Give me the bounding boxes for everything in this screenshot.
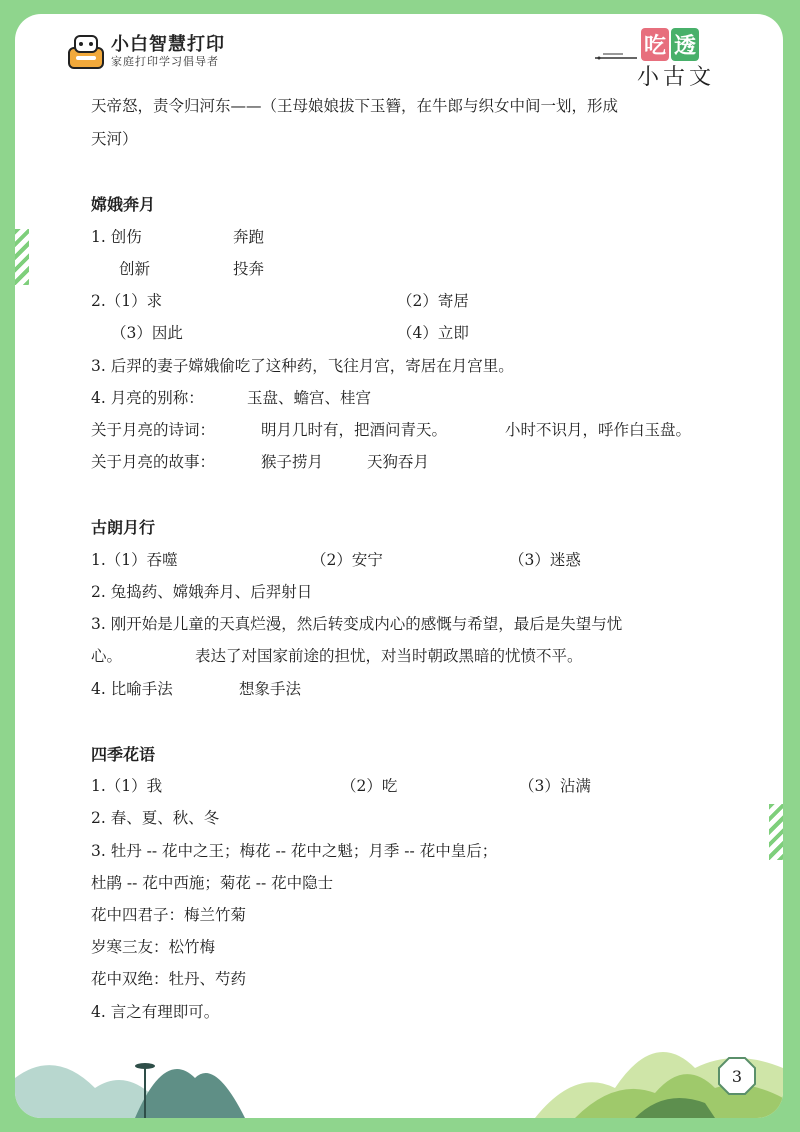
text-line: 杜鹃 -- 花中西施；菊花 -- 花中隐士	[91, 874, 334, 892]
mountain-landscape-illustration	[15, 1008, 783, 1118]
text-line: 奔跑	[233, 228, 265, 246]
text-line: 天帝怒，责令归河东——（王母娘娘拔下玉簪，在牛郎与织女中间一划，形成	[91, 97, 619, 115]
text-line: 4. 言之有理即可。	[91, 1003, 220, 1021]
text-line: （2）寄居	[397, 292, 469, 310]
text-line: 1.（1）吞噬	[91, 551, 178, 569]
text-line: 玉盘、蟾宫、桂宫	[247, 389, 372, 407]
text-line: 4. 月亮的别称：	[91, 389, 204, 407]
text-line: 想象手法	[239, 680, 302, 698]
logo-name: 小白智慧打印	[111, 34, 225, 55]
text-line: 3. 后羿的妻子嫦娥偷吃了这种药，飞往月宫，寄居在月宫里。	[91, 357, 514, 375]
printer-logo-icon	[67, 34, 105, 70]
document-page	[15, 14, 783, 1118]
page-number: 3	[731, 1066, 743, 1086]
text-line: 岁寒三友：松竹梅	[91, 938, 216, 956]
text-line: 1.（1）我	[91, 777, 163, 795]
section-heading: 古朗月行	[91, 518, 156, 537]
logo-tagline: 家庭打印学习倡导者	[111, 55, 219, 68]
decorative-stripes-left	[15, 229, 29, 285]
text-line: 心。	[91, 647, 123, 665]
section-heading: 四季花语	[91, 745, 156, 764]
text-line: 1. 创伤	[91, 228, 142, 246]
text-line: 创新	[119, 260, 151, 278]
brand-char-1: 吃	[641, 28, 669, 61]
decorative-stripes-right	[769, 804, 783, 860]
text-line: 投奔	[233, 260, 265, 278]
text-line: 天河）	[91, 130, 138, 148]
text-line: 关于月亮的故事：	[91, 453, 216, 471]
text-line: 明月几时有，把酒问青天。	[261, 421, 448, 439]
text-line: （2）吃	[341, 777, 398, 795]
text-line: 2. 兔捣药、嫦娥奔月、后羿射日	[91, 583, 313, 601]
text-line: 花中四君子：梅兰竹菊	[91, 906, 247, 924]
text-line: 2.（1）求	[91, 292, 163, 310]
text-line: 花中双绝：牡丹、芍药	[91, 970, 247, 988]
text-line: 猴子捞月	[261, 453, 324, 471]
text-line: 4. 比喻手法	[91, 680, 173, 698]
text-line: （4）立即	[397, 324, 469, 342]
brand-subtitle: 小古文	[637, 65, 716, 90]
series-brand	[593, 28, 733, 90]
text-line: 关于月亮的诗词：	[91, 421, 216, 439]
text-line: （3）因此	[111, 324, 183, 342]
text-line: 2. 春、夏、秋、冬	[91, 809, 220, 827]
section-heading: 嫦娥奔月	[91, 195, 156, 214]
logo	[67, 34, 225, 70]
text-line: （2）安宁	[311, 551, 383, 569]
brand-char-2: 透	[671, 28, 699, 61]
text-line: （3）迷惑	[509, 551, 581, 569]
text-line: 天狗吞月	[367, 453, 430, 471]
text-line: 小时不识月，呼作白玉盘。	[505, 421, 692, 439]
text-line: 3. 牡丹 -- 花中之王；梅花 -- 花中之魁；月季 -- 花中皇后；	[91, 842, 498, 860]
text-line: 3. 刚开始是儿童的天真烂漫，然后转变成内心的感慨与希望，最后是失望与忧	[91, 615, 623, 633]
page-number-badge	[717, 1056, 757, 1096]
text-line: （3）沾满	[519, 777, 591, 795]
text-line: 表达了对国家前途的担忧，对当时朝政黑暗的忧愤不平。	[195, 647, 583, 665]
